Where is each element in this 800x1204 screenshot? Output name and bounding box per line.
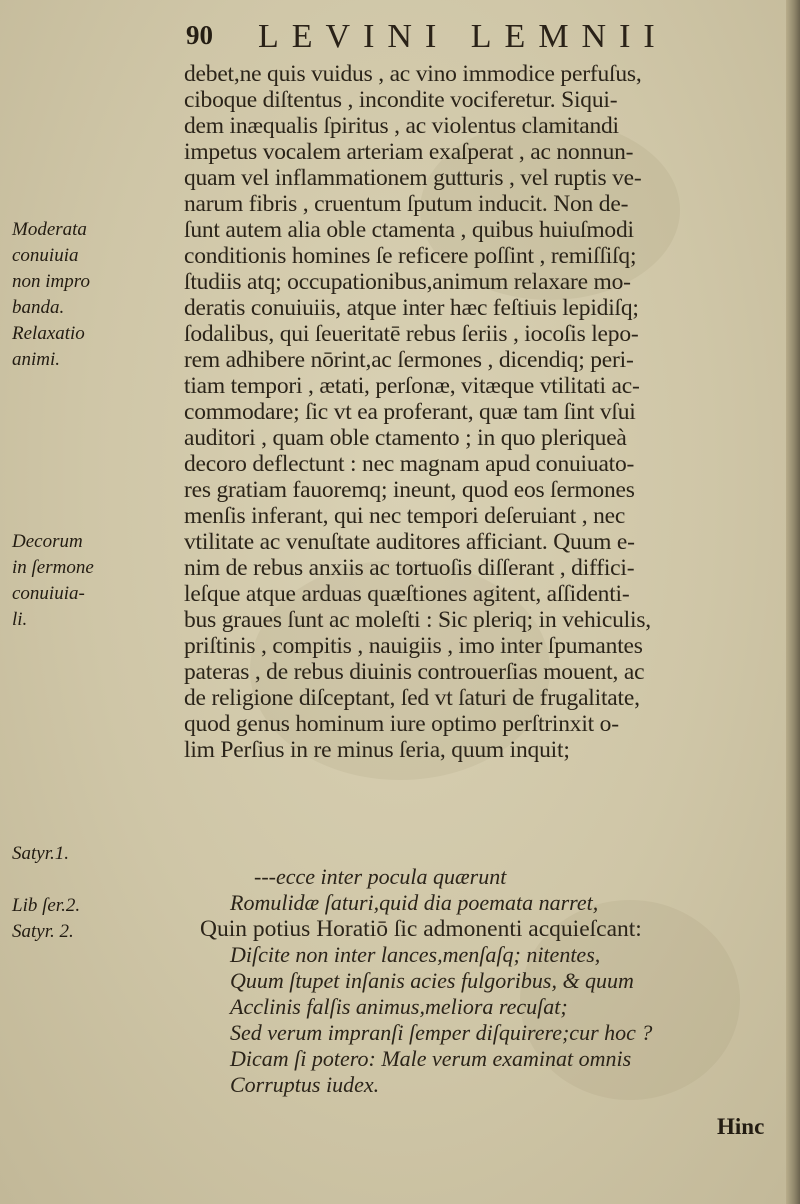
text-line: auditori , quam oble ctamento ; in quo pleriqueà <box>184 425 627 451</box>
margin-note <box>12 321 182 373</box>
text-line: impetus vocalem arteriam exaſperat , ac nonnun- <box>184 139 634 165</box>
text-line: ſtudiis atq; occupationibus,animum relaxare mo- <box>184 269 631 295</box>
text-line: deratis conuiuiis, atque inter hæc feſtiuis lepidiſq; <box>184 295 639 321</box>
text-line: decoro deflectunt : nec magnam apud conuiuato- <box>184 451 635 477</box>
verse-line: Acclinis falſis animus,meliora recuſat; <box>230 994 568 1019</box>
text-line: debet,ne quis vuidus , ac vino immodice perfuſus, <box>184 61 642 87</box>
text-line: ciboque diſtentus , incondite vociferetur. Siqui- <box>184 87 618 113</box>
text-line: dem inæqualis ſpiritus , ac violentus clamitandi <box>184 113 619 139</box>
verse-line: Diſcite non inter lances,menſaſq; nitentes, <box>230 942 601 967</box>
text-line: pateras , de rebus diuinis controuerſias mouent, ac <box>184 659 645 685</box>
text-line: leſque atque arduas quæſtiones agitent, aſſidenti- <box>184 581 630 607</box>
margin-note-line: li. <box>12 609 28 630</box>
margin-note-line: conuiuia <box>12 245 79 266</box>
text-line: nim de rebus anxiis ac tortuoſis diſſerant , diffici- <box>184 555 635 581</box>
verse-quotation-block <box>184 864 784 1098</box>
margin-note-line: Decorum <box>12 531 83 552</box>
text-line: conditionis homines ſe reficere poſſint , remiſſiſq; <box>184 243 637 269</box>
margin-note <box>12 529 182 633</box>
margin-note-line: non impro <box>12 271 90 292</box>
margin-note-line: Lib ſer.2. <box>12 895 81 916</box>
text-line: menſis inferant, qui nec tempori deſeruiant , nec <box>184 503 626 529</box>
verse-line: Dicam ſi potero: Male verum examinat omnis <box>230 1046 632 1071</box>
margin-note <box>12 893 182 945</box>
text-line: bus graues ſunt ac moleſti : Sic pleriq; in vehiculis, <box>184 607 651 633</box>
margin-note-line: animi. <box>12 349 61 370</box>
text-line: ſodalibus, qui ſeueritatē rebus ſeriis , iocoſis lepo- <box>184 321 639 347</box>
catchword: Hinc <box>717 1114 765 1139</box>
margin-note-line: Moderata <box>12 219 87 240</box>
text-line: lim Perſius in re minus ſeria, quum inquit; <box>184 737 570 763</box>
margin-note-line: in ſermone <box>12 557 94 578</box>
text-line: narum fibris , cruentum ſputum inducit. Non de- <box>184 191 629 217</box>
verse-line: Corruptus iudex. <box>230 1072 380 1097</box>
main-text-block <box>184 61 784 763</box>
verse-line: Quum ſtupet inſanis acies fulgoribus, & quum <box>230 968 634 993</box>
text-line: commodare; ſic vt ea proferant, quæ tam ſint vſui <box>184 399 636 425</box>
margin-note-line: banda. <box>12 297 65 318</box>
page-edge <box>786 0 800 1204</box>
text-line: rem adhibere nōrint,ac ſermones , dicendiq; peri- <box>184 347 634 373</box>
text-line: quam vel inflammationem gutturis , vel ruptis ve- <box>184 165 642 191</box>
text-line: tiam tempori , ætati, perſonæ, vitæque vtilitati ac- <box>184 373 640 399</box>
page-header <box>0 18 800 58</box>
verse-line: Sed verum impranſi ſemper diſquirere;cur hoc ? <box>230 1020 653 1045</box>
verse-line: ---ecce inter pocula quærunt <box>254 864 507 889</box>
text-line: vtilitate ac venuſtate auditores afficiant. Quum e- <box>184 529 635 555</box>
text-line: res gratiam fauoremq; ineunt, quod eos ſermones <box>184 477 635 503</box>
margin-note-line: Satyr. 2. <box>12 921 74 942</box>
text-line: priſtinis , compitis , nauigiis , imo inter ſpumantes <box>184 633 643 659</box>
margin-note-line: Relaxatio <box>12 323 85 344</box>
text-line: de religione diſceptant, ſed vt ſaturi de frugalitate, <box>184 685 640 711</box>
verse-line: Quin potius Horatiō ſic admonenti acquieſcant: <box>200 916 642 942</box>
running-title: LEVINI LEMNII <box>258 18 668 55</box>
text-line: quod genus hominum iure optimo perſtrinxit o- <box>184 711 619 737</box>
text-line: ſunt autem alia oble ctamenta , quibus huiuſmodi <box>184 217 634 243</box>
margin-note-line: Satyr.1. <box>12 843 69 864</box>
page-number: 90 <box>186 20 213 50</box>
margin-note-line: conuiuia- <box>12 583 85 604</box>
verse-line: Romulidæ ſaturi,quid dia poemata narret, <box>230 890 599 915</box>
margin-note <box>12 841 182 867</box>
margin-note <box>12 217 182 321</box>
